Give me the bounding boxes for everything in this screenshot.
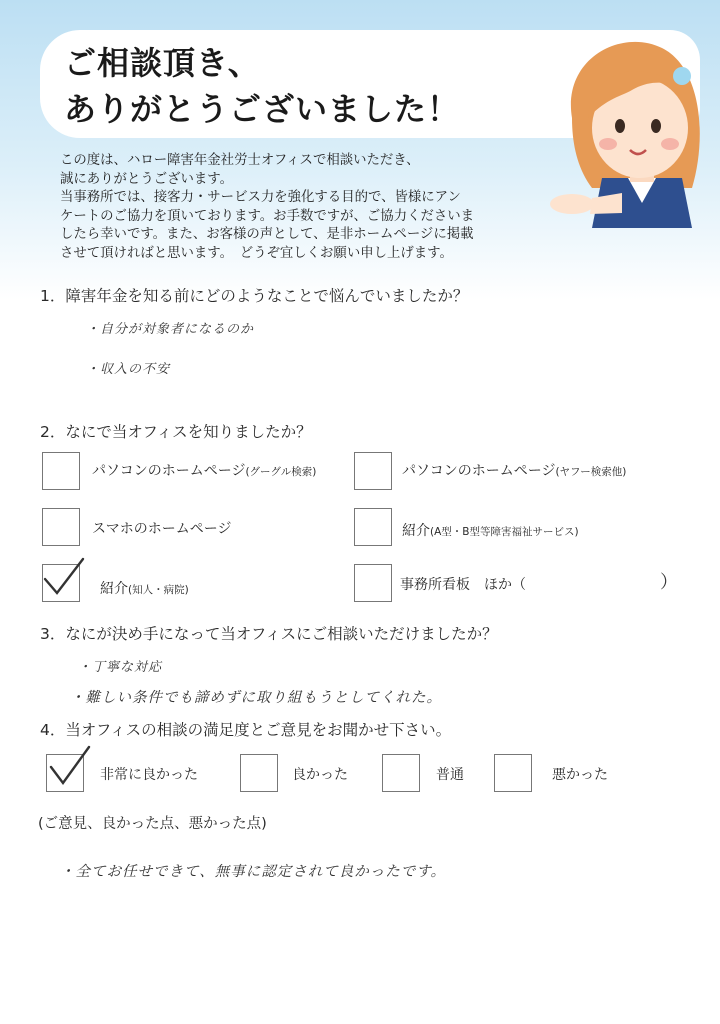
question-1: 1．障害年金を知る前にどのようなことで悩んでいましたか？ — [40, 287, 469, 305]
intro-line: 誠にありがとうございます。 — [60, 171, 234, 187]
question-3: 3．なにが決め手になって当オフィスにご相談いただけましたか？ — [40, 625, 498, 643]
intro-line: させて頂ければと思います。 どうぞ宜しくお願い申し上げます。 — [60, 245, 453, 261]
option-office-sign: 事務所看板 ほか（ — [400, 577, 526, 593]
checkbox-referral-welfare[interactable] — [354, 508, 392, 546]
q1-answer-1: ・自分が対象者になるのか — [86, 322, 255, 337]
other-close-paren: ） — [660, 572, 678, 593]
checkbox-referral-acquaintance[interactable] — [42, 564, 80, 602]
option-pc-google: パソコンのホームページ(グーグル検索) — [92, 463, 317, 479]
page-title — [64, 40, 460, 132]
checkbox-pc-yahoo[interactable] — [354, 452, 392, 490]
option-very-good: 非常に良かった — [100, 767, 198, 783]
intro-line: ケートのご協力を頂いております。お手数ですが、ご協力くださいま — [60, 208, 475, 224]
checkbox-pc-google[interactable] — [42, 452, 80, 490]
question-2: 2．なにで当オフィスを知りましたか？ — [40, 423, 312, 441]
checkbox-office-sign[interactable] — [354, 564, 392, 602]
option-good: 良かった — [292, 767, 348, 783]
checkbox-very-good[interactable] — [46, 754, 84, 792]
intro-line: したら幸いです。また、お客様の声として、是非ホームページに掲載 — [60, 227, 474, 242]
q1-answer-2: ・収入の不安 — [86, 362, 171, 377]
check-mark-icon — [39, 555, 87, 603]
checkbox-average[interactable] — [382, 754, 420, 792]
intro-text — [60, 152, 560, 263]
option-pc-yahoo: パソコンのホームページ(ヤフー検索他) — [402, 463, 627, 479]
option-referral-welfare: 紹介(A型・B型等障害福祉サービス) — [402, 523, 579, 539]
checkbox-good[interactable] — [240, 754, 278, 792]
comment-text: ・全てお任せできて、無事に認定されて良かったです。 — [60, 864, 447, 880]
comment-label: (ご意見、良かった点、悪かった点) — [38, 816, 267, 832]
check-mark-icon — [43, 745, 91, 793]
intro-line: 当事務所では、接客力・サービス力を強化する目的で、皆様にアン — [60, 190, 461, 205]
q3-answer-2: ・難しい条件でも諦めずに取り組もうとしてくれた。 — [70, 690, 442, 706]
checkbox-bad[interactable] — [494, 754, 532, 792]
q3-answer-1: ・丁寧な対応 — [78, 660, 163, 675]
option-average: 普通 — [436, 767, 464, 783]
title-line-1: ご相談頂き、 — [64, 44, 261, 82]
title-line-2: ありがとうございました！ — [64, 90, 461, 128]
intro-line: この度は、ハロー障害年金社労士オフィスで相談いただき、 — [60, 153, 420, 168]
checkbox-smartphone[interactable] — [42, 508, 80, 546]
option-referral-acquaintance: 紹介(知人・病院) — [100, 581, 189, 597]
option-smartphone: スマホのホームページ — [92, 521, 232, 537]
option-bad: 悪かった — [552, 767, 608, 783]
question-4: 4．当オフィスの相談の満足度とご意見をお聞かせ下さい。 — [40, 721, 452, 739]
